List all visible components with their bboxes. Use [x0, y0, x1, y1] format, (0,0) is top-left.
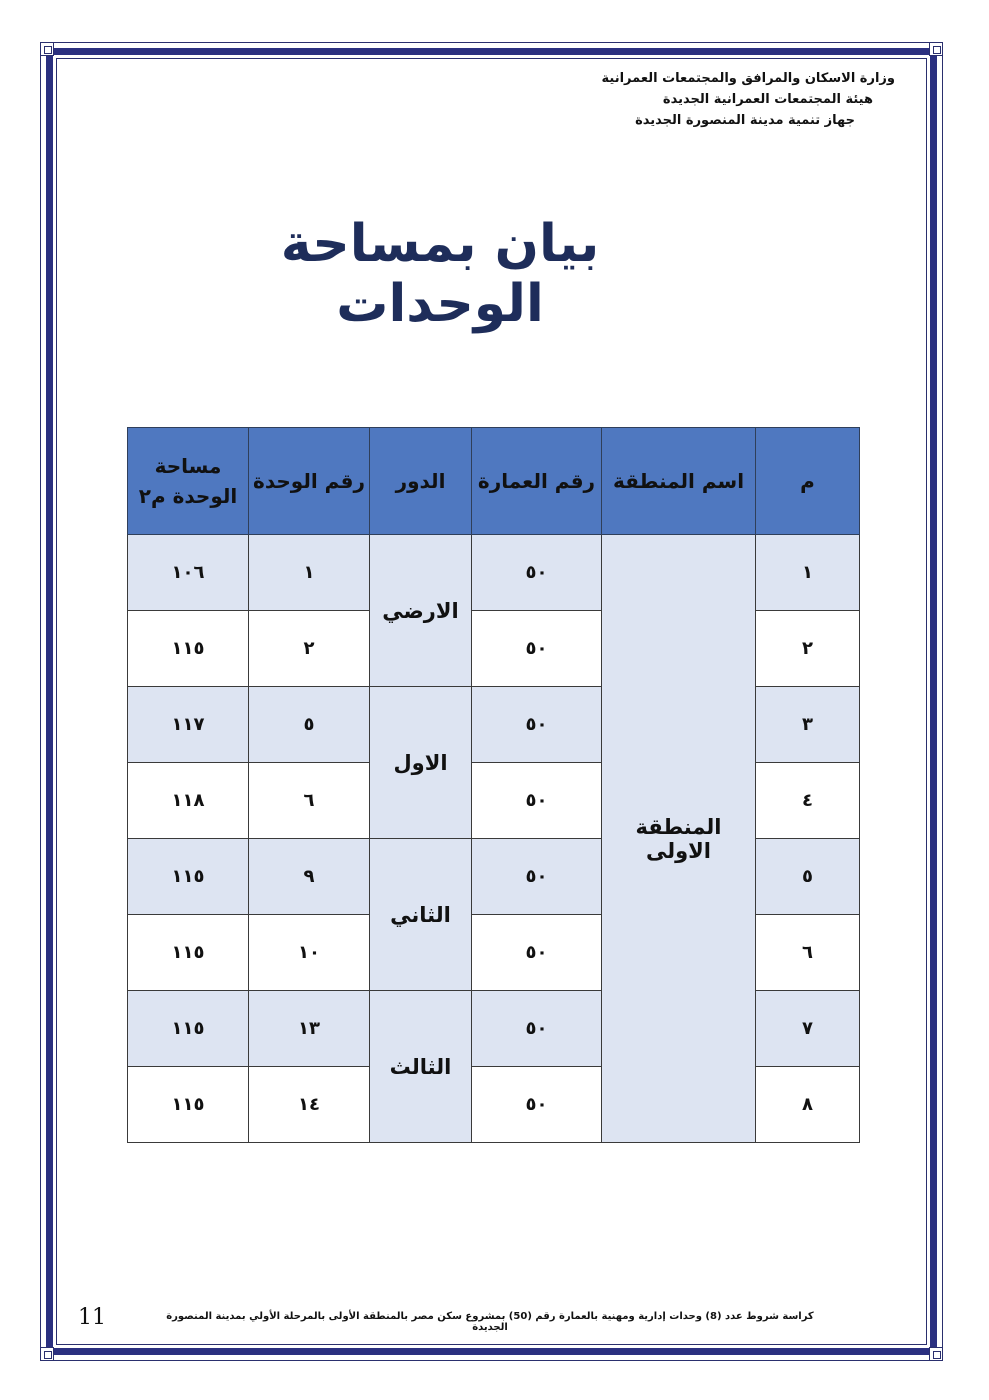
page-number: 11: [78, 1305, 106, 1330]
cell-area: ١٠٦: [128, 535, 249, 611]
cell-area: ١١٧: [128, 687, 249, 763]
header-area: مساحة الوحدة م٢: [128, 428, 249, 535]
table-row: [128, 535, 860, 611]
cell-index: ٦: [756, 915, 860, 991]
table-header-row: [128, 428, 860, 535]
units-area-table: [127, 427, 860, 1143]
cell-area: ١١٥: [128, 1067, 249, 1143]
cell-building: ٥٠: [472, 763, 602, 839]
frame-corner-ornament: [40, 1347, 54, 1361]
cell-index: ٤: [756, 763, 860, 839]
cell-building: ٥٠: [472, 1067, 602, 1143]
cell-unit: ١٣: [249, 991, 370, 1067]
cell-building: ٥٠: [472, 687, 602, 763]
cell-building: ٥٠: [472, 915, 602, 991]
cell-floor: الثالث: [370, 991, 472, 1143]
cell-building: ٥٠: [472, 991, 602, 1067]
cell-index: ٨: [756, 1067, 860, 1143]
cell-unit: ١: [249, 535, 370, 611]
cell-area: ١١٥: [128, 839, 249, 915]
cell-area: ١١٥: [128, 915, 249, 991]
cell-unit: ٦: [249, 763, 370, 839]
cell-index: ٧: [756, 991, 860, 1067]
cell-index: ٣: [756, 687, 860, 763]
header-index: م: [756, 428, 860, 535]
page-title: بيان بمساحة الوحدات: [280, 214, 600, 334]
header-unit: رقم الوحدة: [249, 428, 370, 535]
cell-unit: ٢: [249, 611, 370, 687]
header-floor: الدور: [370, 428, 472, 535]
letterhead-agency: جهاز تنمية مدينة المنصورة الجديدة: [635, 113, 855, 128]
cell-floor: الارضي: [370, 535, 472, 687]
cell-building: ٥٠: [472, 535, 602, 611]
cell-index: ٢: [756, 611, 860, 687]
cell-area: ١١٥: [128, 991, 249, 1067]
frame-corner-ornament: [40, 42, 54, 56]
cell-index: ٥: [756, 839, 860, 915]
header-building: رقم العمارة: [472, 428, 602, 535]
footer-caption: كراسة شروط عدد (8) وحدات إدارية ومهنية بالعمارة رقم (50) بمشروع سكن مصر بالمنطقة الأولى بالمرحلة الأولي بمدينة المنصورة الجديدة: [166, 1311, 814, 1333]
cell-zone-name: المنطقة الاولى: [602, 535, 756, 1143]
cell-unit: ٩: [249, 839, 370, 915]
cell-area: ١١٨: [128, 763, 249, 839]
cell-unit: ٥: [249, 687, 370, 763]
cell-unit: ١٠: [249, 915, 370, 991]
cell-floor: الاول: [370, 687, 472, 839]
cell-unit: ١٤: [249, 1067, 370, 1143]
cell-building: ٥٠: [472, 611, 602, 687]
cell-building: ٥٠: [472, 839, 602, 915]
letterhead-authority: هيئة المجتمعات العمرانية الجديدة: [662, 92, 873, 107]
frame-corner-ornament: [929, 1347, 943, 1361]
letterhead-ministry: وزارة الاسكان والمرافق والمجتمعات العمرانية: [601, 71, 895, 86]
cell-index: ١: [756, 535, 860, 611]
cell-area: ١١٥: [128, 611, 249, 687]
frame-corner-ornament: [929, 42, 943, 56]
letterhead: [601, 68, 895, 131]
header-zone: اسم المنطقة: [602, 428, 756, 535]
cell-floor: الثاني: [370, 839, 472, 991]
